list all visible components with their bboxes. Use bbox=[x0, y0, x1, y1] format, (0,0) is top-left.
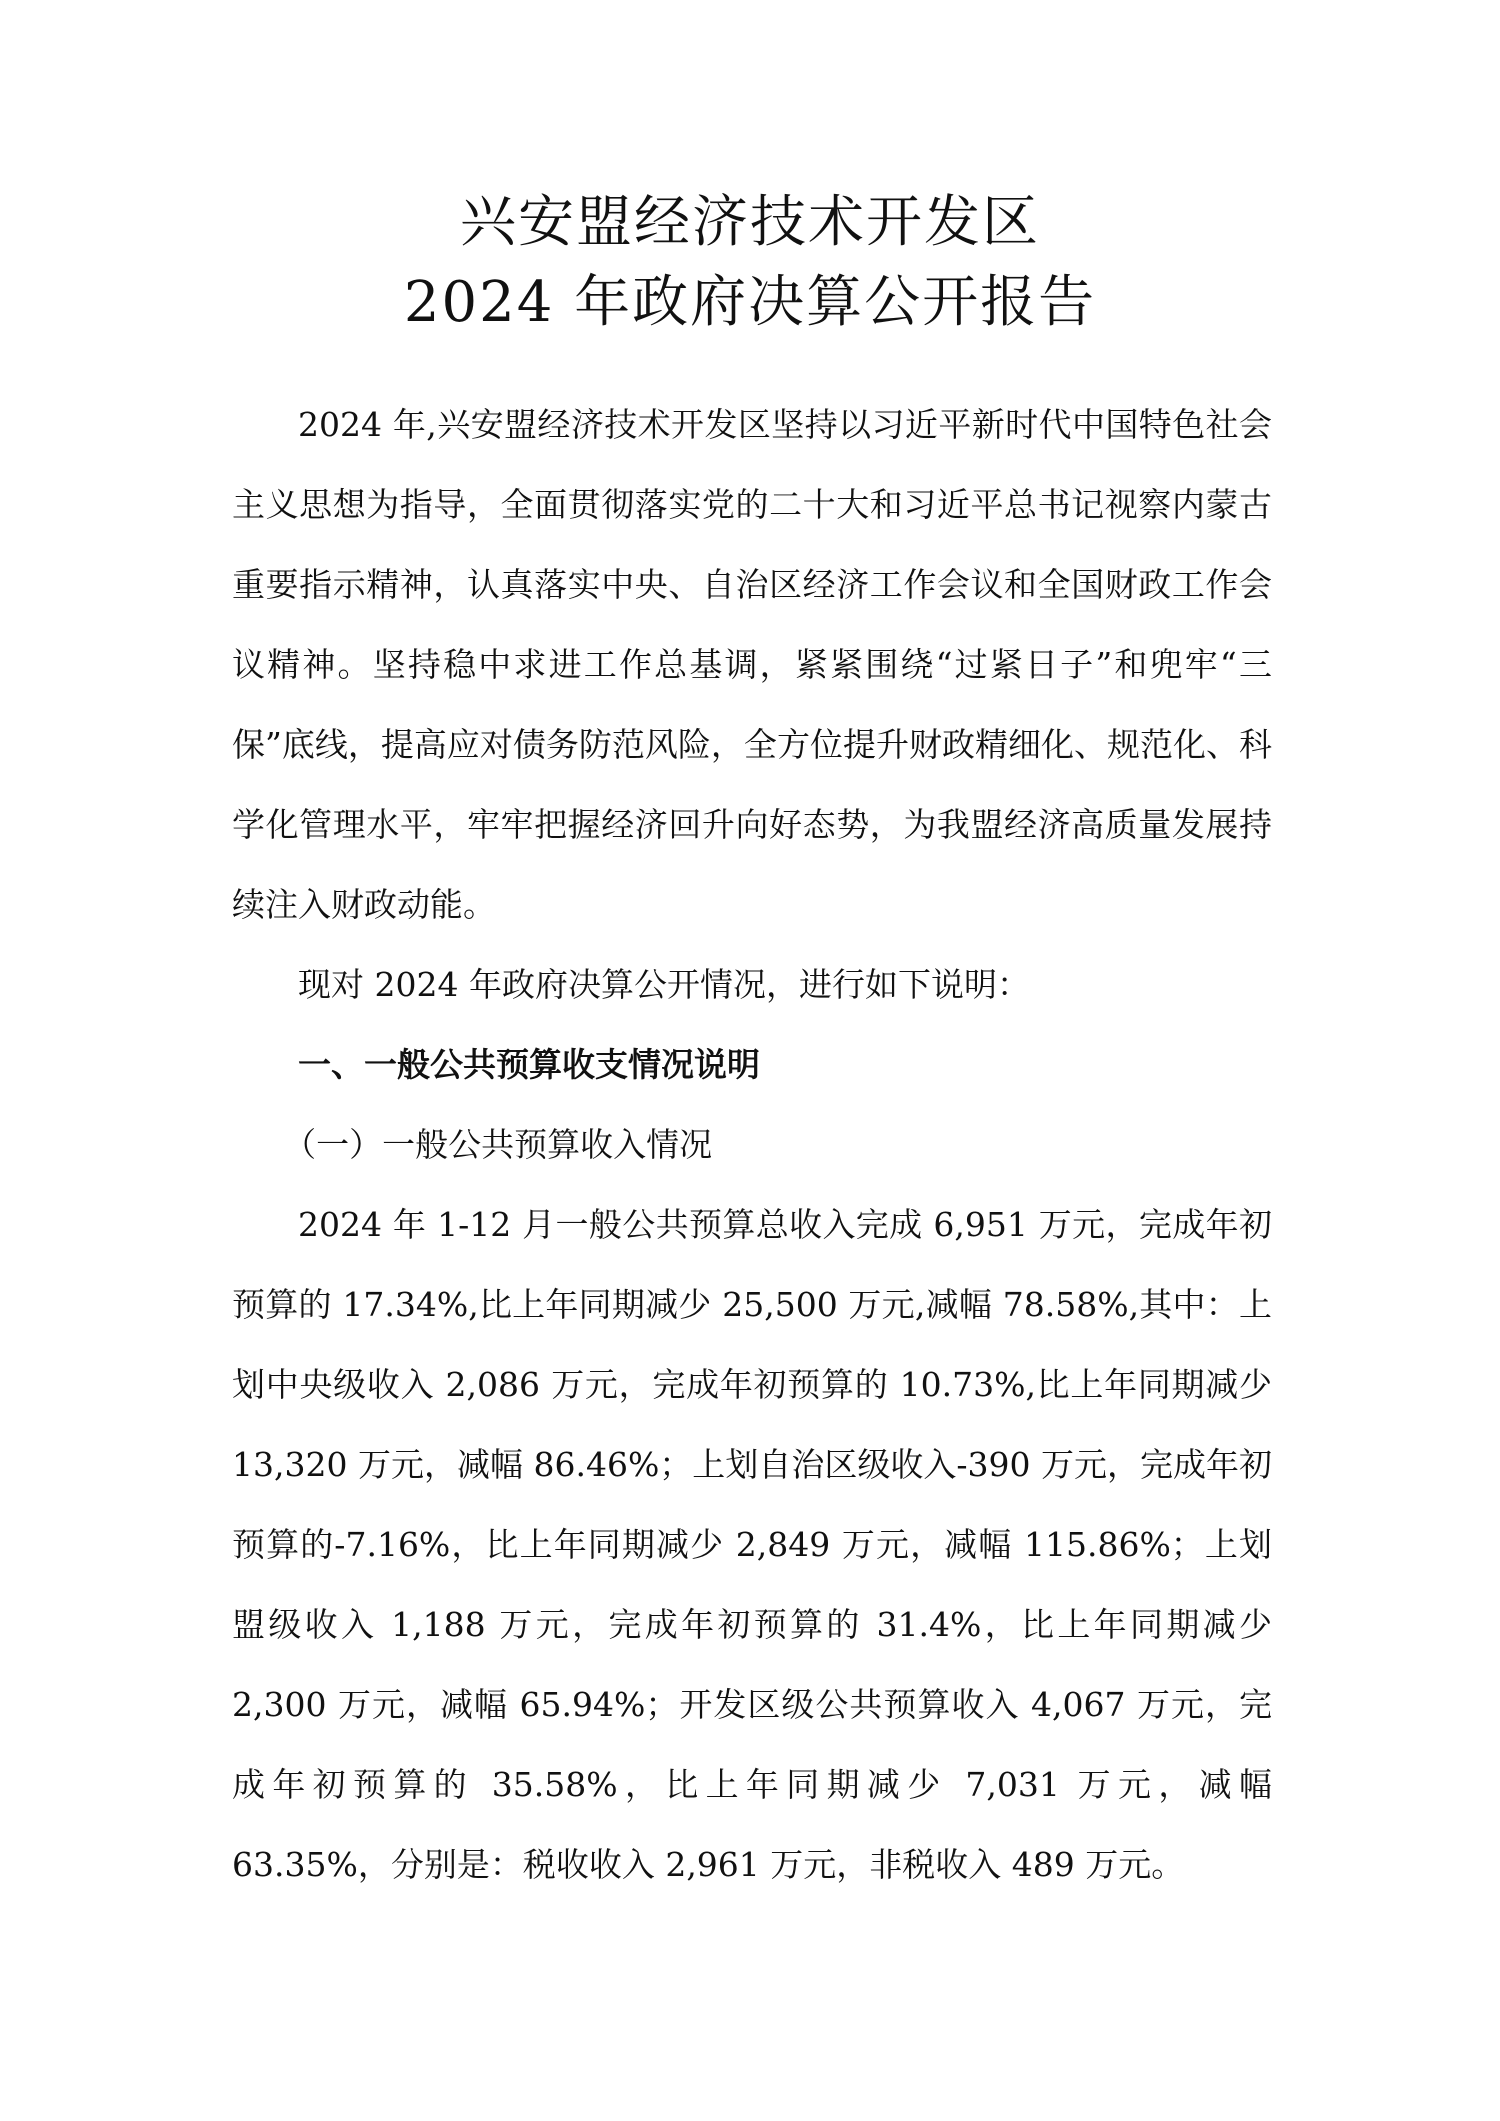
section-heading: 一、一般公共预算收支情况说明 bbox=[298, 1045, 760, 1084]
document-title-line-2: 2024 年政府决算公开报告 bbox=[403, 270, 1097, 335]
document-body bbox=[232, 385, 1272, 1905]
explanation-lead-paragraph: 现对 2024 年政府决算公开情况，进行如下说明： bbox=[298, 965, 1030, 1004]
subsection-heading: （一）一般公共预算收入情况 bbox=[283, 1125, 713, 1164]
revenue-paragraph: 2024 年 1-12 月一般公共预算总收入完成 6,951 万元，完成年初预算的 17.34%,比上年同期减少 25,500 万元,减幅 78.58%,其中：上划中央级收入 2,086 万元，完成年初预算的 10.73%,比上年同期减少 13,320 万元，减幅 86.46%；上划自治区级收入-390 万元，完成年初预算的-7.16%，比上年同期减少 2,849 万元，减幅 115.86%；上划盟级收入 1,188 万元，完成年初预算的 31.4%，比上年同期减少 2,300 万元，减幅 65.94%；开发区级公共预算收入 4,067 万元，完成年初预算的 35.58%，比上年同期减少 7,031 万元，减幅 63.35%，分别是：税收收入 2,961 万元，非税收入 489 万元。 bbox=[232, 1205, 1272, 1884]
intro-paragraph: 2024 年,兴安盟经济技术开发区坚持以习近平新时代中国特色社会主义思想为指导，全面贯彻落实党的二十大和习近平总书记视察内蒙古重要指示精神，认真落实中央、自治区经济工作会议和全国财政工作会议精神。坚持稳中求进工作总基调，紧紧围绕“过紧日子”和兜牢“三保”底线，提高应对债务防范风险，全方位提升财政精细化、规范化、科学化管理水平，牢牢把握经济回升向好态势，为我盟经济高质量发展持续注入财政动能。 bbox=[232, 405, 1272, 924]
document-title-line-1: 兴安盟经济技术开发区 bbox=[460, 190, 1040, 255]
